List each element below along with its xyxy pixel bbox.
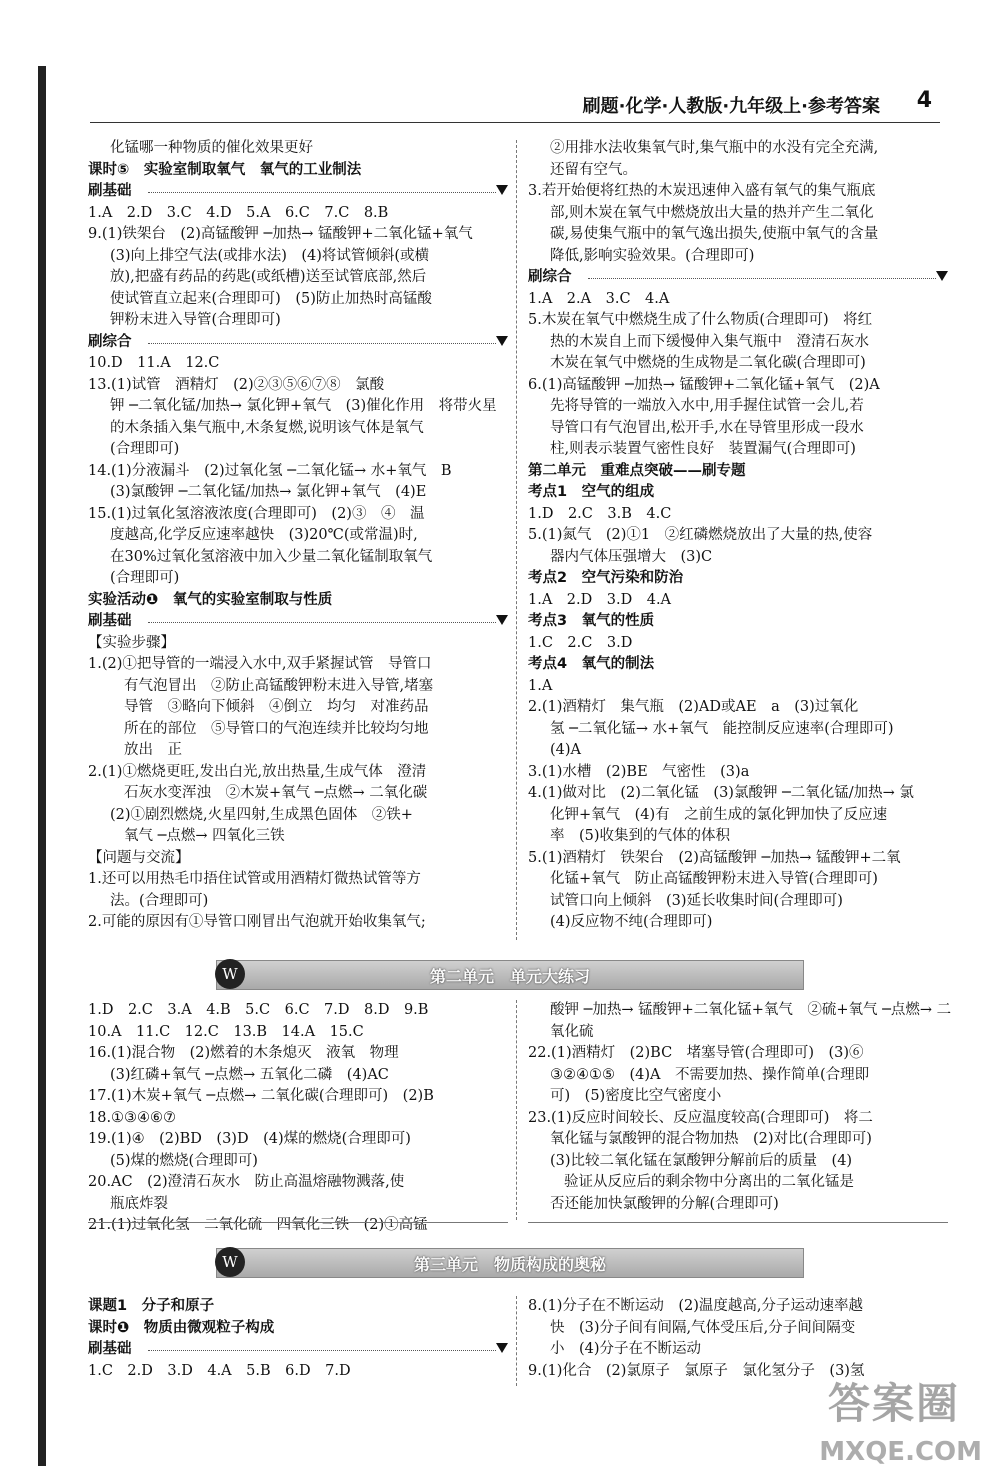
answer-line: 先将导管的一端放入水中,用手握住试管一会儿,若 (550, 398, 864, 414)
banner-title: 第二单元 单元大练习 (429, 967, 590, 986)
answer-line: 2.(1)酒精灯 集气瓶 (2)AD或AE a (3)过氧化 (528, 699, 859, 715)
answer-line: 使试管直立起来(合理即可) (5)防止加热时高锰酸 (110, 290, 432, 307)
banner-title: 第三单元 物质构成的奥秘 (413, 1255, 606, 1274)
answer-line: 放),把盛有药品的药匙(或纸槽)送至试管底部,然后 (110, 269, 427, 285)
answer-line: (3)氯酸钾 ─二氧化锰/加热→ 氯化钾+氧气 (4)E (110, 484, 427, 500)
answer-line: 【问题与交流】 (88, 849, 190, 866)
answer-line: ②用排水法收集氧气时,集气瓶中的水没有完全充满, (550, 140, 879, 156)
lesson-heading: 课题1 分子和原子 (88, 1298, 215, 1314)
answer-line: 氢 ─二氧化锰→ 水+氧气 能控制反应速率(合理即可) (550, 720, 894, 737)
answer-line: 在30%过氧化氢溶液中加入少量二氧化锰制取氧气 (110, 548, 433, 565)
answer-line: 1.A 2.D 3.C 4.D 5.A 6.C 7.C 8.B (88, 204, 389, 221)
answer-line: 放出 正 (124, 742, 182, 758)
answer-line: 化锰哪一种物质的催化效果更好 (110, 140, 313, 156)
answer-line: 度越高,化学反应速率越快 (3)20℃(或常温)时, (110, 527, 418, 543)
answer-line: 法。(合理即可) (110, 892, 209, 909)
lesson-heading: 考点1 空气的组成 (528, 484, 655, 500)
rule-right (528, 1222, 948, 1223)
answer-line: ③②④①⑤ (4)A 不需要加热、操作简单(合理即 (550, 1066, 870, 1083)
answer-line: 15.(1)过氧化氢溶液浓度(合理即可) (2)③ ④ 温 (88, 505, 425, 522)
answer-line: 3.(1)水槽 (2)BE 气密性 (3)a (528, 763, 750, 780)
answer-line: 验证从反应后的剩余物中分离出的二氧化锰是 (564, 1174, 854, 1190)
lesson-heading: 考点2 空气污染和防治 (528, 570, 684, 586)
answer-line: 1.D 2.C 3.A 4.B 5.C 6.C 7.D 8.D 9.B (88, 1002, 429, 1018)
answer-line: 还留有空气。 (550, 161, 637, 178)
triangle-marker-icon (496, 336, 508, 346)
answer-line: 3.若开始便将红热的木炭迅速伸入盛有氧气的集气瓶底 (528, 183, 876, 199)
answer-line: 17.(1)木炭+氧气 ─点燃→ 二氧化碳(合理即可) (2)B (88, 1088, 434, 1104)
watermark-stamp: 答案圈 (827, 1379, 960, 1428)
answer-line: 碳,易使集气瓶中的氧气逸出损失,使瓶中氧气的含量 (550, 226, 879, 242)
answer-line: 1.还可以用热毛巾捂住试管或用酒精灯微热试管等方 (88, 871, 421, 887)
answer-line: 钾粉末进入导管(合理即可) (110, 312, 281, 328)
page-header (90, 86, 940, 123)
answer-line: 【实验步骤】 (88, 634, 175, 651)
answer-line: 氧化锰与氯酸钾的混合物加热 (2)对比(合理即可) (550, 1131, 872, 1147)
watermark-url: MXQE.COM (819, 1437, 982, 1467)
answer-line: 1.D 2.C 3.B 4.C (528, 505, 672, 522)
answer-line: 5.(1)酒精灯 铁架台 (2)高锰酸钾 ─加热→ 锰酸钾+二氧 (528, 849, 901, 866)
answer-line: 18.①③④⑥⑦ (88, 1109, 177, 1126)
answer-line: 降低,影响实验效果。(合理即可) (550, 247, 755, 264)
answer-line: 有气泡冒出 ②防止高锰酸钾粉末进入导管,堵塞 (124, 677, 434, 694)
answer-line: (5)煤的燃烧(合理即可) (110, 1152, 258, 1169)
rule-left (88, 1222, 508, 1223)
answer-line: 化钾+氧气 (4)有 之前生成的氯化钾加快了反应速 (550, 806, 888, 823)
triangle-marker-icon (496, 185, 508, 195)
answer-line: (3)比较二氧化锰在氯酸钾分解前后的质量 (4) (550, 1152, 853, 1169)
answer-line: (4)反应物不纯(合理即可) (550, 914, 713, 930)
section-label: 刷基础 (88, 181, 508, 203)
answer-line: (合理即可) (110, 441, 180, 457)
answer-line: (2)①剧烈燃烧,火星四射,生成黑色固体 ②铁+ (110, 806, 413, 823)
right-column-3 (528, 1296, 948, 1382)
answer-line: 10.D 11.A 12.C (88, 355, 220, 371)
answer-line: 器内气体压强增大 (3)C (550, 548, 713, 565)
answer-line: 氧化硫 (550, 1023, 594, 1040)
answer-line: 木炭在氧气中燃烧的生成物是二氧化碳(合理即可) (550, 355, 866, 371)
answer-line: 16.(1)混合物 (2)燃着的木条熄灭 液氧 物理 (88, 1045, 399, 1061)
answer-line: 2.(1)①燃烧更旺,发出白光,放出热量,生成气体 澄清 (88, 763, 427, 780)
answer-line: 瓶底炸裂 (110, 1195, 168, 1212)
answer-line: 23.(1)反应时间较长、反应温度较高(合理即可) 将二 (528, 1109, 873, 1126)
section-label: 刷基础 (88, 1339, 508, 1361)
answer-line: (3)红磷+氧气 ─点燃→ 五氧化二磷 (4)AC (110, 1066, 389, 1083)
answer-line: (4)A (550, 742, 582, 758)
answer-line: 1.A 2.A 3.C 4.A (528, 290, 670, 307)
answer-line: 率 (5)收集到的气体的体积 (550, 828, 731, 844)
answer-line: 快 (3)分子间有间隔,气体受压后,分子间间隔变 (550, 1319, 856, 1336)
column-divider-3 (516, 1296, 517, 1386)
answer-line: 酸钾 ─加热→ 锰酸钾+二氧化锰+氧气 ②硫+氧气 ─点燃→ 二 (550, 1002, 952, 1018)
right-column (528, 138, 948, 934)
answer-line: 21.(1)过氧化氢 二氧化硫 四氧化三铁 (2)①高锰 (88, 1217, 428, 1233)
right-column-2 (528, 1000, 952, 1215)
lesson-heading: 第二单元 重难点突破——刷专题 (528, 462, 746, 479)
answer-line: 导管 ③略向下倾斜 ④倒立 均匀 对准药品 (124, 699, 429, 715)
answer-line: 1.C 2.C 3.D (528, 634, 633, 651)
left-column-3 (88, 1296, 508, 1382)
column-divider-2 (516, 1000, 517, 1220)
answer-line: 可) (5)密度比空气密度小 (550, 1088, 722, 1104)
section-banner-unit3 (216, 1248, 804, 1278)
answer-line: 的木条插入集气瓶中,木条复燃,说明该气体是氧气 (110, 419, 424, 436)
answer-line: 10.A 11.C 12.C 13.B 14.A 15.C (88, 1023, 364, 1040)
lesson-heading: 课时❶ 物质由微观粒子构成 (88, 1319, 275, 1336)
answer-line: (3)向上排空气法(或排水法) (4)将试管倾斜(或横 (110, 247, 430, 264)
answer-line: 氧气 ─点燃→ 四氧化三铁 (124, 828, 285, 844)
unit-icon: W (215, 1247, 245, 1277)
answer-line: 试管口向上倾斜 (3)延长收集时间(合理即可) (550, 892, 843, 909)
section-label: 刷综合 (88, 332, 508, 354)
answer-line: 1.C 2.D 3.D 4.A 5.B 6.D 7.D (88, 1362, 351, 1379)
triangle-marker-icon (496, 1343, 508, 1353)
triangle-marker-icon (936, 271, 948, 281)
answer-line: 19.(1)④ (2)BD (3)D (4)煤的燃烧(合理即可) (88, 1131, 411, 1147)
section-label: 刷基础 (88, 611, 508, 633)
unit-icon: W (215, 959, 245, 989)
triangle-marker-icon (496, 615, 508, 625)
answer-line: 8.(1)分子在不断运动 (2)温度越高,分子运动速率越 (528, 1298, 864, 1314)
answer-line: 4.(1)做对比 (2)二氧化锰 (3)氯酸钾 ─二氧化锰/加热→ 氯 (528, 785, 914, 801)
answer-line: 5.木炭在氧气中燃烧生成了什么物质(合理即可) 将红 (528, 312, 873, 328)
answer-line: (合理即可) (110, 570, 180, 586)
answer-line: 热的木炭自上而下缓慢伸入集气瓶中 澄清石灰水 (550, 333, 869, 350)
answer-line: 小 (4)分子在不断运动 (550, 1341, 702, 1357)
answer-line: 钾 ─二氧化锰/加热→ 氯化钾+氧气 (3)催化作用 将带火星 (110, 398, 497, 414)
page-number: 4 (916, 88, 932, 113)
answer-line: 化锰+氧气 防止高锰酸钾粉末进入导管(合理即可) (550, 871, 878, 887)
header-title: 刷题·化学·人教版·九年级上·参考答案 (582, 96, 880, 117)
answer-line: 9.(1)铁架台 (2)高锰酸钾 ─加热→ 锰酸钾+二氧化锰+氧气 (88, 226, 473, 242)
left-column-2 (88, 1000, 508, 1237)
answer-line: 1.A (528, 677, 553, 694)
lesson-heading: 考点4 氧气的制法 (528, 656, 655, 672)
answer-line: 石灰水变浑浊 ②木炭+氧气 ─点燃→ 二氧化碳 (124, 785, 428, 801)
column-divider (516, 140, 517, 940)
answer-line: 1.(2)①把导管的一端浸入水中,双手紧握试管 导管口 (88, 656, 432, 672)
left-column (88, 138, 508, 934)
section-label: 刷综合 (528, 267, 948, 289)
section-banner-unit2 (216, 960, 804, 990)
answer-line: 13.(1)试管 酒精灯 (2)②③⑤⑥⑦⑧ 氯酸 (88, 376, 385, 393)
answer-line: 柱,则表示装置气密性良好 装置漏气(合理即可) (550, 441, 856, 457)
answer-line: 所在的部位 ⑤导管口的气泡连续并比较均匀地 (124, 720, 429, 737)
answer-line: 20.AC (2)澄清石灰水 防止高温熔融物溅落,使 (88, 1174, 405, 1190)
lesson-heading: 实验活动❶ 氧气的实验室制取与性质 (88, 591, 333, 608)
page-edge (38, 66, 46, 1466)
answer-line: 22.(1)酒精灯 (2)BC 堵塞导管(合理即可) (3)⑥ (528, 1045, 864, 1061)
answer-line: 6.(1)高锰酸钾 ─加热→ 锰酸钾+二氧化锰+氧气 (2)A (528, 376, 880, 393)
answer-line: 1.A 2.D 3.D 4.A (528, 591, 672, 608)
answer-line: 9.(1)化合 (2)氯原子 氯原子 氯化氢分子 (3)氢 (528, 1362, 865, 1379)
answer-line: 14.(1)分液漏斗 (2)过氧化氢 ─二氧化锰→ 水+氧气 B (88, 462, 452, 479)
answer-line: 导管口有气泡冒出,松开手,水在导管里形成一段水 (550, 419, 864, 436)
lesson-heading: 课时⑤ 实验室制取氧气 氧气的工业制法 (88, 161, 362, 178)
answer-line: 5.(1)氮气 (2)①1 ②红磷燃烧放出了大量的热,使容 (528, 527, 873, 543)
lesson-heading: 考点3 氧气的性质 (528, 613, 655, 629)
answer-line: 2.可能的原因有①导管口刚冒出气泡就开始收集氧气; (88, 914, 426, 930)
answer-line: 部,则木炭在氧气中燃烧放出大量的热并产生二氧化 (550, 204, 874, 221)
answer-line: 否还能加快氯酸钾的分解(合理即可) (550, 1195, 779, 1212)
